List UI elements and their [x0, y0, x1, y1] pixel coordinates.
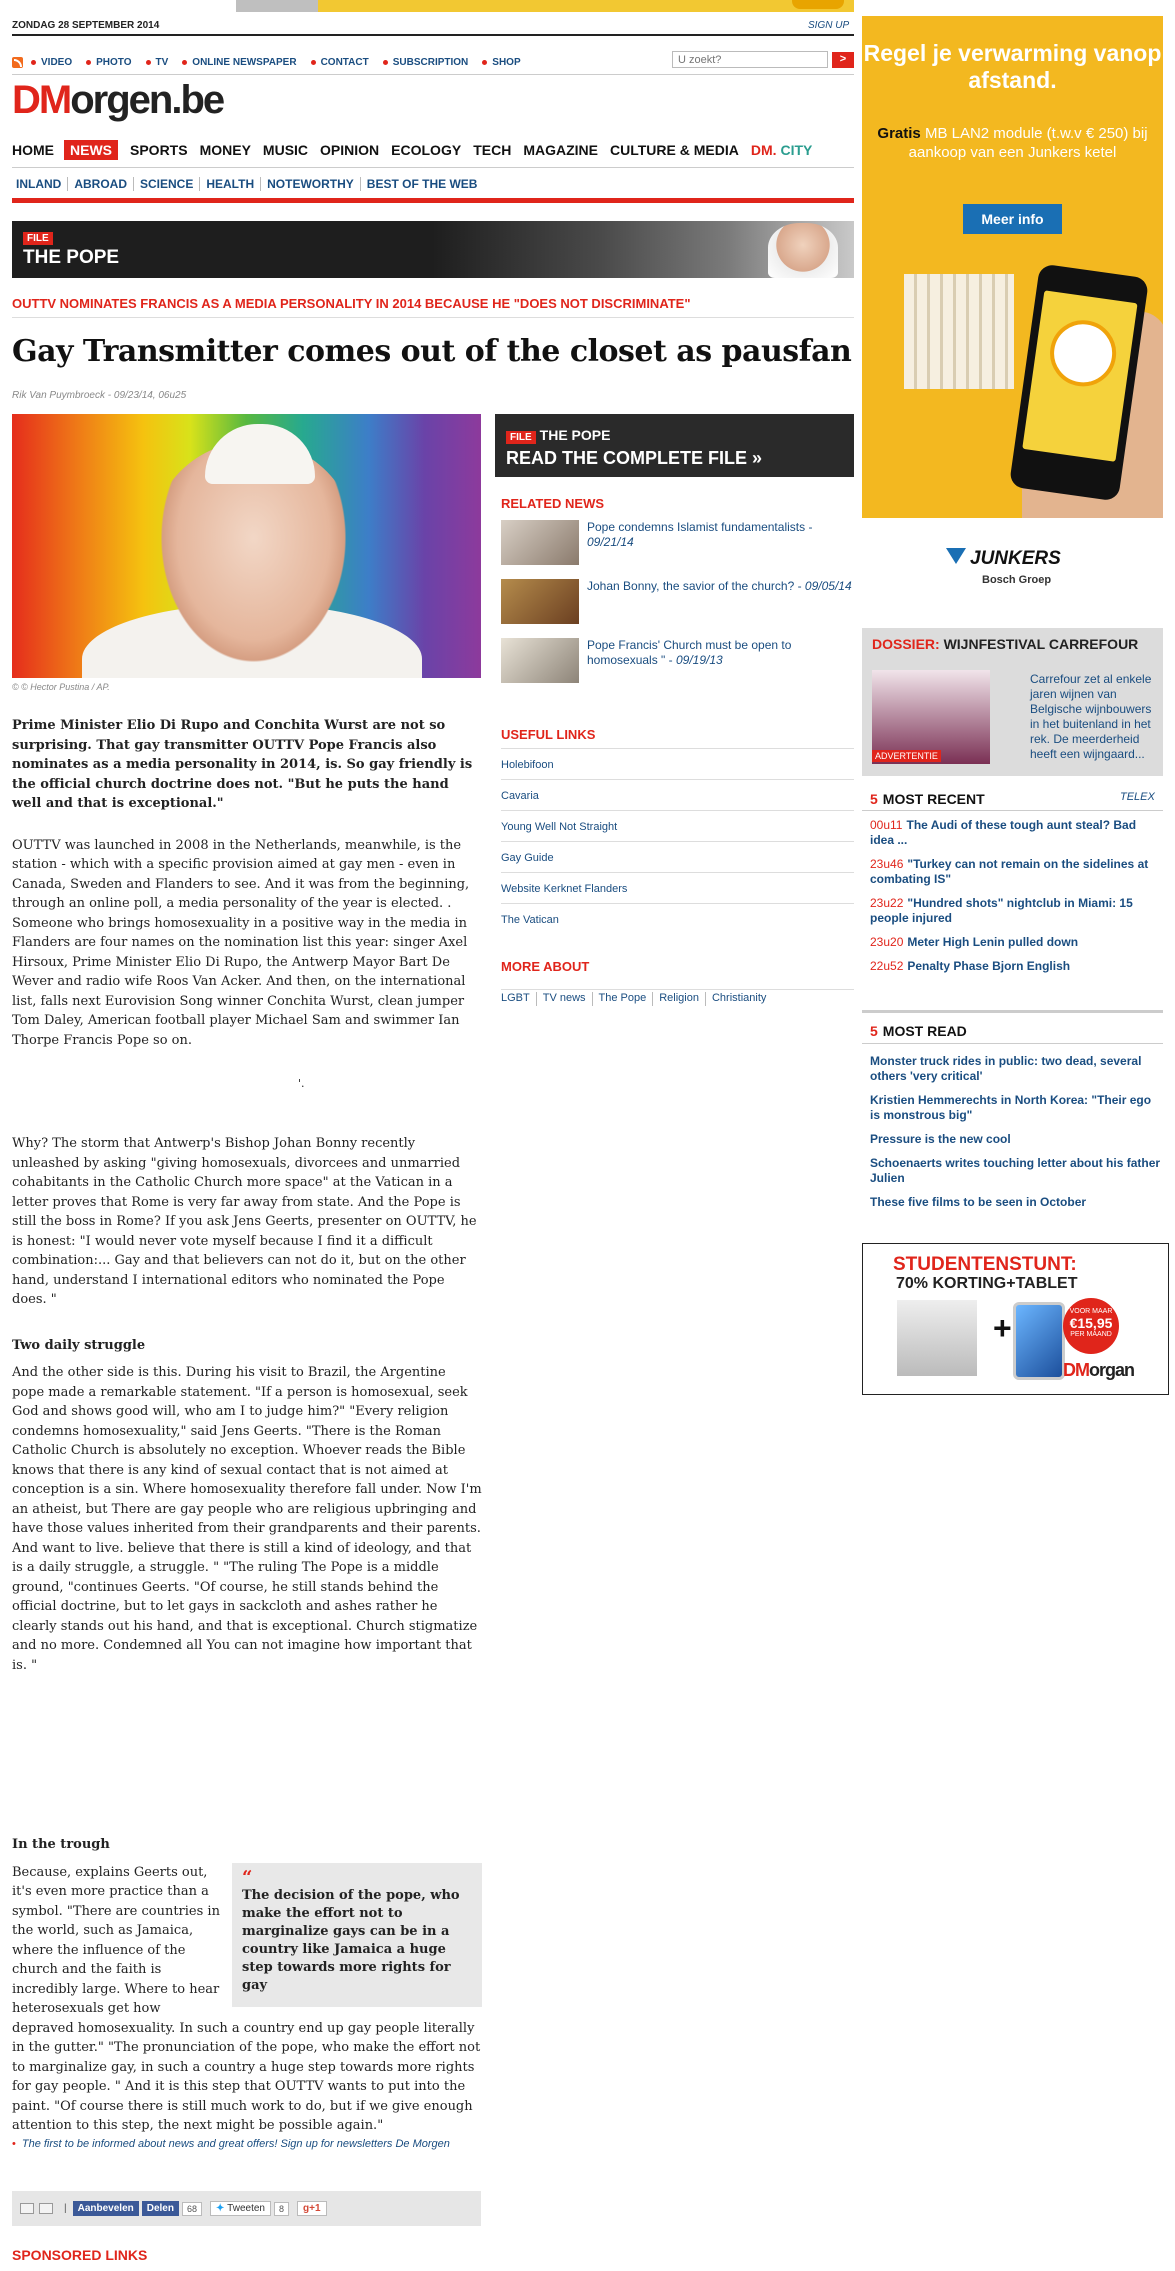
radiator-image	[904, 274, 1014, 389]
util-label: SUBSCRIPTION	[392, 56, 469, 68]
telex-link[interactable]: TELEX	[1120, 791, 1155, 803]
ad-body: MB LAN2 module (t.w.v € 250) bij aankoop van een Junkers ketel	[908, 125, 1148, 161]
badge-top: VOOR MAAR	[1069, 1308, 1113, 1315]
embed-placeholder	[12, 1074, 482, 1134]
useful-links-heading: USEFUL LINKS	[501, 727, 596, 742]
related-thumbnail	[501, 520, 579, 565]
divider	[862, 1043, 1163, 1044]
bullet-icon	[482, 60, 487, 65]
junkers-ad[interactable]	[862, 16, 1163, 518]
top-banner-ad[interactable]	[236, 0, 854, 12]
related-title: Pope Francis' Church must be open to homosexuals "	[587, 638, 792, 667]
subnav-abroad[interactable]: ABROAD	[67, 177, 133, 191]
junkers-logo-ad[interactable]	[862, 518, 1163, 620]
most-recent-count: 5	[870, 791, 878, 807]
most-recent-heading	[870, 791, 990, 807]
dossier-label: DOSSIER:	[872, 636, 940, 652]
useful-link[interactable]: Website Kerknet Flanders	[501, 872, 854, 903]
meer-info-button[interactable]: Meer info	[963, 204, 1062, 234]
dossier-title: WIJNFESTIVAL CARREFOUR	[943, 636, 1139, 652]
article-paragraph: Why? The storm that Antwerp's Bishop Johan Bonny recently unleashed by asking "giving homosexuals, divorcees and unmarried cohabitants in the Catholic Church more space" at the Vatican in a letter proves that Rome is very far away from state. And the Pope is still the boss in Rome? If you ask Jens Geerts, presenter on OUTTV, he is honest: "I would never vote myself because I find it a difficult combination:... Gay and that believers can not do it, but on the other hand, understand I international editors who nominated the Pope does. "	[12, 1136, 477, 1307]
util-contact[interactable]	[311, 57, 369, 68]
useful-links-list	[501, 748, 854, 934]
related-date: 09/05/14	[804, 579, 852, 593]
util-label: PHOTO	[96, 56, 132, 68]
twitter-icon: ✦	[216, 2203, 228, 2214]
thermostat-dial-icon	[1046, 316, 1121, 391]
related-title: Johan Bonny, the savior of the church?	[587, 579, 795, 593]
article-paragraph: And the other side is this. During his visit to Brazil, the Argentine pope made a remarkable statement. "If a person is homosexual, seek God and shows good will, who am I to judge him?" "Every religion condemns homosexuality," said Jens Geerts. "There is the Roman Catholic Church is absolutely no exception. Whoever reads the Bible knows that there is any kind of sexual contact that is not aimed at conception is a sin. Where homosexuality therefore fall under. Now I'm an atheist, but There are gay people who are religious upbringing and have those values inherited from their grandparents and their parents. And want to live. believe that there is still a kind of ideology, and that is a daily struggle, a struggle. " "The ruling The Pope is a middle ground, "continues Geerts. "Of course, he still stands behind the official doctrine, but to let gays in sackcloth and ashes rather he clearly stands out his hand, and that is exceptional. Church stigmatize and no more. Condemned all You can not imagine how important that is. "	[12, 1365, 482, 1673]
divider	[12, 317, 854, 318]
nav-dm[interactable]: DM.	[750, 142, 777, 158]
complete-file-box[interactable]	[495, 414, 854, 477]
read-item[interactable]: These five films to be seen in October	[870, 1195, 1087, 1209]
tag-link[interactable]: TV news	[536, 992, 592, 1006]
related-item[interactable]	[501, 520, 854, 565]
recent-title: "Hundred shots" nightclub in Miami: 15 people injured	[870, 896, 1133, 925]
util-label: VIDEO	[41, 56, 73, 68]
divider	[862, 810, 1163, 811]
util-subscription[interactable]	[383, 57, 469, 68]
related-date: 09/21/14	[587, 535, 634, 549]
more-about-heading: MORE ABOUT	[501, 959, 590, 974]
read-item[interactable]: Pressure is the new cool	[870, 1132, 1011, 1146]
dossier-text: Carrefour zet al enkele jaren wijnen van Belgische wijnbouwers in het buitenland in het rek. De meerderheid heeft een wijngaard...	[1030, 672, 1152, 761]
nav-music[interactable]: MUSIC	[262, 142, 309, 158]
file-tag: FILE	[23, 232, 53, 245]
sign-up-link[interactable]: SIGN UP	[808, 20, 850, 31]
tweet-label: Tweeten	[227, 2203, 265, 2214]
nav-sports[interactable]: SPORTS	[130, 142, 188, 158]
badge-bottom: PER MAAND	[1070, 1331, 1112, 1338]
email-icon[interactable]	[20, 2203, 34, 2214]
most-read-label: MOST READ	[882, 1023, 967, 1039]
article-kicker: OUTTV NOMINATES FRANCIS AS A MEDIA PERSONALITY IN 2014 BECAUSE HE "DOES NOT DISCRIMINATE"	[12, 296, 691, 311]
article-body	[12, 716, 482, 2160]
dmorgen-logo	[1063, 1360, 1134, 1381]
ad-headline: Regel je verwarming vanop afstand.	[863, 40, 1162, 93]
sponsored-links-heading: SPONSORED LINKS	[12, 2247, 148, 2263]
divider	[12, 167, 854, 168]
embed-placeholder	[12, 1699, 482, 1809]
article-lead: Prime Minister Elio Di Rupo and Conchita Wurst are not so surprising. That gay transmitter OUTTV Pope Francis also nominates as a media personality in 2014, is. So gay friendly is the official church doctrine does not. "But he puts the hand well and that is exceptional."	[12, 718, 473, 811]
most-recent-label: MOST RECENT	[882, 791, 985, 807]
article-subheading: Two daily struggle	[12, 1337, 146, 1353]
most-recent-list	[870, 818, 1163, 983]
search-input[interactable]	[672, 51, 828, 68]
recent-time: 23u20	[870, 935, 904, 949]
nav-tech[interactable]: TECH	[473, 142, 512, 158]
useful-link[interactable]: Young Well Not Straight	[501, 810, 854, 841]
nav-home[interactable]: HOME	[12, 142, 54, 158]
util-shop[interactable]	[482, 57, 520, 68]
tablet-image	[1013, 1302, 1065, 1380]
stray-mark: '.	[298, 1077, 305, 1090]
useful-link[interactable]: Holebifoon	[501, 748, 854, 779]
related-news-heading: RELATED NEWS	[501, 496, 605, 511]
logo-dm: DM	[1063, 1360, 1089, 1380]
pope-photo	[768, 223, 838, 278]
subnav-inland[interactable]: INLAND	[16, 177, 62, 191]
ad-gratis: Gratis	[877, 125, 921, 142]
recent-item[interactable]	[870, 818, 1163, 848]
search-button[interactable]: >	[832, 52, 854, 68]
recent-title: The Audi of these tough aunt steal? Bad idea ...	[870, 818, 1137, 847]
file-box-title: THE POPE	[539, 427, 611, 443]
top-divider	[12, 34, 854, 36]
nav-money[interactable]: MONEY	[199, 142, 251, 158]
file-banner[interactable]	[12, 221, 854, 278]
student-ad-headline: STUDENTENSTUNT:	[893, 1254, 1077, 1275]
util-label: TV	[155, 56, 169, 68]
photo-caption: © © Hector Pustina / AP.	[12, 682, 110, 692]
facebook-share-button[interactable]: Delen	[142, 2201, 179, 2216]
tweet-count: 8	[274, 2202, 289, 2216]
divider	[862, 1010, 1163, 1013]
current-date: ZONDAG 28 SEPTEMBER 2014	[12, 20, 160, 31]
dossier-heading	[872, 636, 1153, 652]
article-subheading: In the trough	[12, 1837, 110, 1852]
related-text: Pope Francis' Church must be open to homosexuals " - 09/19/13	[587, 638, 792, 667]
subnav-health[interactable]: HEALTH	[199, 177, 260, 191]
tag-link[interactable]: LGBT	[501, 992, 530, 1004]
tweet-button[interactable]	[210, 2201, 271, 2216]
read-item[interactable]: Kristien Hemmerechts in North Korea: "Their ego is monstrous big"	[870, 1093, 1152, 1122]
subnav-noteworthy[interactable]: NOTEWORTHY	[260, 177, 360, 191]
main-nav	[12, 139, 854, 161]
util-online-newspaper[interactable]	[182, 57, 296, 68]
newsletter-text: The first to be informed about news and great offers! Sign up for newsletters De Morgen	[21, 2138, 450, 2150]
newspaper-image	[897, 1300, 977, 1376]
logo-rest: organ	[1089, 1360, 1135, 1380]
related-thumbnail	[501, 579, 579, 624]
useful-link[interactable]: Gay Guide	[501, 841, 854, 872]
related-text: Pope condemns Islamist fundamentalists - 09/21/14	[587, 520, 813, 549]
junkers-sub: Bosch Groep	[982, 574, 1052, 586]
useful-link[interactable]: Cavaria	[501, 779, 854, 810]
ad-text	[862, 124, 1163, 162]
recent-item[interactable]	[870, 959, 1163, 974]
nav-news[interactable]: NEWS	[64, 140, 118, 160]
util-photo[interactable]	[86, 57, 131, 68]
print-icon[interactable]	[39, 2203, 53, 2214]
util-label: CONTACT	[320, 56, 369, 68]
useful-link[interactable]: The Vatican	[501, 903, 854, 934]
recent-title: Penalty Phase Bjorn English	[907, 959, 1071, 973]
phone-screen	[1022, 290, 1137, 462]
subnav-science[interactable]: SCIENCE	[133, 177, 199, 191]
recent-item[interactable]	[870, 896, 1163, 926]
plus-icon: +	[993, 1310, 1012, 1346]
recent-time: 23u46	[870, 857, 904, 871]
related-item[interactable]	[501, 579, 854, 624]
related-item[interactable]	[501, 638, 854, 683]
tag-link[interactable]: Christianity	[705, 992, 772, 1006]
bullet-icon	[86, 60, 91, 65]
nav-ecology[interactable]: ECOLOGY	[391, 142, 462, 158]
pull-quote	[232, 1863, 482, 2007]
recent-item[interactable]	[870, 935, 1163, 950]
read-item[interactable]: Monster truck rides in public: two dead, several others 'very critical'	[870, 1054, 1142, 1083]
recent-title: "Turkey can not remain on the sidelines at combating IS"	[870, 857, 1149, 886]
top-banner-button[interactable]	[792, 0, 844, 9]
rss-icon[interactable]	[12, 57, 23, 68]
recent-time: 23u22	[870, 896, 904, 910]
article-byline: Rik Van Puymbroeck - 09/23/14, 06u25	[12, 390, 187, 401]
util-label: ONLINE NEWSPAPER	[192, 56, 297, 68]
sub-nav	[12, 176, 483, 192]
share-bar	[12, 2191, 481, 2226]
article-hero-image	[12, 414, 481, 678]
article-headline: Gay Transmitter comes out of the closet as pausfan	[12, 334, 852, 369]
related-title: Pope condemns Islamist fundamentalists	[587, 520, 806, 534]
related-thumbnail	[501, 638, 579, 683]
recent-time: 00u11	[870, 818, 903, 832]
file-banner-title: THE POPE	[23, 247, 120, 268]
quote-icon: “	[242, 1866, 253, 1888]
util-video[interactable]	[31, 57, 72, 68]
bullet-icon	[31, 60, 36, 65]
read-item[interactable]: Schoenaerts writes touching letter about his father Julien	[870, 1156, 1161, 1185]
recent-item[interactable]	[870, 857, 1163, 887]
nav-city[interactable]: CITY	[780, 142, 813, 158]
bullet-icon	[182, 60, 187, 65]
facebook-count: 68	[182, 2202, 202, 2216]
tag-link[interactable]: Religion	[652, 992, 705, 1006]
pull-quote-text: The decision of the pope, who make the effort not to marginalize gays can be in a country like Jamaica a huge step towards more rights for gay	[242, 1887, 460, 1993]
related-news-list	[501, 520, 854, 697]
advertentie-badge: ADVERTENTIE	[872, 750, 941, 762]
top-banner-image	[236, 0, 318, 12]
article-paragraph: Because, explains Geerts out, it's even more practice than a symbol. "There are countries in the world, such as Jamaica, where the influence of the church and the faith is incredibly large. Where to hear heterosexuals get how depraved homosexuality. In such a country end up gay people literally in the gutter." "The pronunciation of the pope, who make the effort not to marginalize gay, in such a country a huge step towards more rights for gay people. " And it is this step that OUTTV wants to put into the paint. "Of course there is still much work to do, but if we give enough attention to this step, the next might be possible again."	[12, 1864, 481, 2133]
bullet-icon: •	[12, 2138, 16, 2150]
price-badge	[1063, 1298, 1119, 1354]
logo-rest: orgen.be	[70, 78, 224, 122]
nav-opinion[interactable]: OPINION	[320, 142, 380, 158]
student-ad-sub: 70% KORTING+TABLET	[896, 1275, 1078, 1292]
related-date: 09/19/13	[675, 653, 723, 667]
divider	[12, 74, 854, 75]
student-ad[interactable]	[862, 1243, 1169, 1395]
junkers-logo: JUNKERS	[946, 548, 1061, 570]
tag-link[interactable]: The Pope	[592, 992, 653, 1006]
facebook-like-button[interactable]: Aanbevelen	[73, 2201, 139, 2216]
site-logo[interactable]	[12, 78, 223, 122]
related-text: Johan Bonny, the savior of the church? - 09/05/14	[587, 579, 852, 593]
recent-time: 22u52	[870, 959, 904, 973]
newsletter-link[interactable]	[12, 2135, 482, 2153]
util-tv[interactable]	[146, 57, 169, 68]
dossier-box[interactable]	[862, 628, 1163, 776]
nav-culture-media[interactable]: CULTURE & MEDIA	[609, 142, 739, 158]
article-paragraph: OUTTV was launched in 2008 in the Netherlands, meanwhile, is the station - which with a specific provision aimed at gay men - even in Canada, Sweden and Flanders to see. And it was from the beginning, through an online poll, a media personality of the year is elected. . Someone who brings homosexuality in a positive way in the media in Flanders are four names on the nomination list this year: singer Axel Hirsoux, Prime Minister Elio Di Rupo, the Antwerp Mayor Bart De Wever and radio wife Roos Van Acker. And then, on the international list, falls next Eurovision Song winner Conchita Wurst, clean jumper Tom Daley, American football player Michael Sam and swimmer Ian Thorpe Francis Pope so on.	[12, 837, 470, 1048]
file-tag: FILE	[506, 431, 536, 444]
util-label: SHOP	[492, 56, 521, 68]
separator: |	[64, 2203, 67, 2214]
recent-title: Meter High Lenin pulled down	[907, 935, 1079, 949]
subnav-best-of-web[interactable]: BEST OF THE WEB	[360, 177, 484, 191]
nav-magazine[interactable]: MAGAZINE	[523, 142, 598, 158]
more-about-tags	[501, 989, 854, 1006]
most-read-heading	[870, 1023, 972, 1039]
most-read-list	[870, 1054, 1163, 1219]
bullet-icon	[311, 60, 316, 65]
read-complete-file-link: READ THE COMPLETE FILE »	[506, 448, 763, 468]
bullet-icon	[383, 60, 388, 65]
hero-zucchetto	[205, 424, 315, 484]
bullet-icon	[146, 60, 151, 65]
logo-prefix: DM	[12, 78, 71, 122]
section-red-bar	[12, 198, 854, 203]
google-plus-button[interactable]: g+1	[297, 2201, 327, 2216]
most-read-count: 5	[870, 1023, 878, 1039]
badge-price: €15,95	[1069, 1315, 1113, 1331]
